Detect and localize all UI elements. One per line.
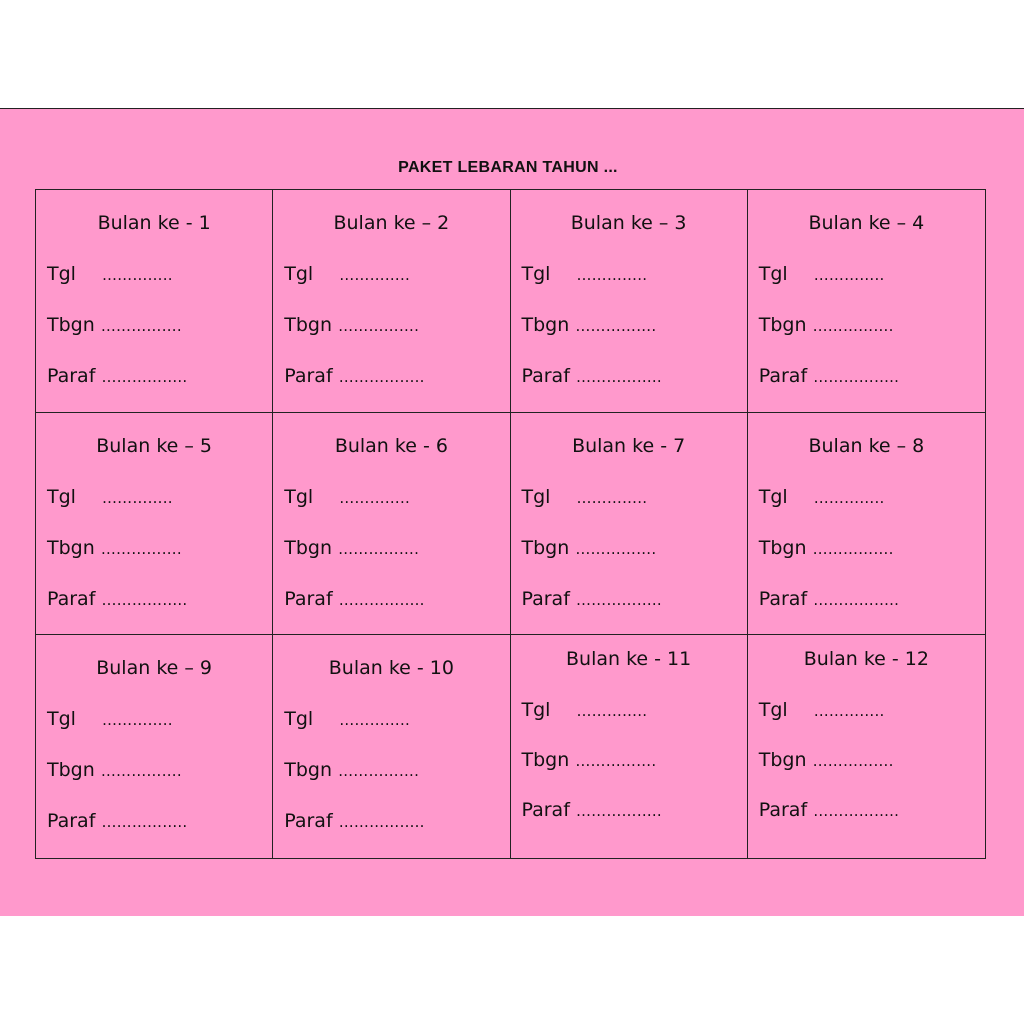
deposit-label: Tbgn (521, 314, 570, 336)
deposit-blank: ……………. (575, 317, 657, 335)
date-blank: ………….. (101, 711, 173, 730)
date-label: Tgl (284, 485, 314, 508)
month-card (748, 635, 985, 858)
month-heading: Bulan ke - 1 (97, 212, 211, 234)
month-card (273, 190, 510, 413)
signature-label: Paraf (284, 587, 333, 610)
date-blank: ………….. (813, 702, 885, 721)
signature-blank: …………….. (813, 802, 900, 821)
deposit-blank: ……………. (338, 539, 420, 558)
deposit-row (759, 749, 894, 771)
deposit-blank: ……………. (812, 752, 894, 771)
date-row (284, 708, 410, 730)
date-row (759, 486, 885, 508)
deposit-row (284, 759, 419, 781)
sheet-title: PAKET LEBARAN TAHUN ... (398, 159, 618, 176)
deposit-blank: ……………. (812, 539, 894, 558)
signature-row (47, 810, 187, 832)
date-row (47, 708, 173, 730)
deposit-row (522, 749, 657, 771)
deposit-label: Tbgn (284, 314, 333, 336)
date-blank: ………….. (339, 488, 410, 507)
signature-blank: …………….. (575, 368, 662, 386)
date-blank: ………….. (101, 266, 173, 284)
date-row (522, 263, 648, 285)
month-heading: Bulan ke – 3 (570, 212, 687, 234)
deposit-label: Tbgn (521, 749, 570, 772)
date-row (284, 263, 410, 285)
deposit-row (284, 314, 419, 336)
deposit-label: Tbgn (521, 536, 570, 559)
deposit-row (47, 314, 182, 336)
deposit-row (284, 537, 419, 559)
signature-blank: …………….. (101, 368, 188, 386)
deposit-row (522, 314, 657, 336)
date-row (759, 263, 885, 285)
signature-label: Paraf (521, 365, 570, 387)
month-card (273, 413, 510, 636)
deposit-row (759, 537, 894, 559)
signature-row (284, 588, 424, 610)
deposit-label: Tbgn (758, 749, 807, 772)
signature-label: Paraf (758, 587, 808, 610)
deposit-blank: ……………. (338, 317, 420, 335)
month-card (511, 413, 748, 636)
month-heading: Bulan ke – 2 (333, 212, 450, 234)
date-label: Tgl (47, 485, 76, 508)
month-heading: Bulan ke - 10 (328, 657, 454, 680)
date-label: Tgl (521, 699, 551, 722)
date-label: Tgl (758, 263, 788, 285)
date-label: Tgl (521, 485, 551, 508)
signature-blank: …………….. (575, 590, 662, 609)
deposit-label: Tbgn (284, 759, 333, 782)
deposit-row (759, 314, 894, 336)
deposit-row (522, 537, 657, 559)
signature-row (522, 365, 662, 387)
signature-blank: …………….. (813, 590, 900, 609)
month-heading: Bulan ke – 9 (96, 657, 212, 680)
date-label: Tgl (47, 263, 76, 285)
signature-row (47, 365, 187, 387)
date-blank: ………….. (339, 266, 410, 284)
signature-row (284, 365, 424, 387)
signature-label: Paraf (284, 810, 333, 833)
signature-blank: …………….. (101, 590, 188, 609)
deposit-label: Tbgn (284, 536, 333, 559)
date-label: Tgl (284, 708, 314, 731)
month-card (511, 635, 748, 858)
deposit-label: Tbgn (758, 314, 807, 336)
deposit-label: Tbgn (47, 536, 95, 559)
date-blank: ………….. (813, 266, 885, 284)
month-heading: Bulan ke - 6 (334, 434, 448, 457)
deposit-label: Tbgn (47, 314, 95, 336)
month-card (511, 190, 748, 413)
deposit-blank: ……………. (100, 762, 182, 781)
signature-label: Paraf (284, 365, 333, 387)
month-grid (35, 189, 986, 859)
signature-blank: …………….. (813, 368, 900, 386)
date-label: Tgl (284, 263, 314, 285)
signature-row (759, 365, 899, 387)
signature-label: Paraf (758, 799, 808, 822)
date-blank: ………….. (339, 711, 410, 730)
signature-label: Paraf (521, 587, 570, 610)
date-row (759, 699, 885, 721)
date-blank: ………….. (101, 488, 173, 507)
date-blank: ………….. (576, 488, 648, 507)
signature-label: Paraf (521, 799, 570, 822)
month-heading: Bulan ke – 8 (808, 434, 925, 457)
signature-blank: …………….. (338, 368, 425, 386)
deposit-blank: ……………. (575, 752, 657, 771)
deposit-blank: ……………. (100, 317, 182, 335)
date-label: Tgl (47, 708, 76, 731)
deposit-row (47, 537, 182, 559)
month-heading: Bulan ke - 7 (572, 434, 686, 457)
signature-blank: …………….. (101, 813, 188, 832)
month-card (748, 190, 985, 413)
month-heading: Bulan ke – 5 (96, 434, 212, 457)
date-row (47, 263, 173, 285)
deposit-label: Tbgn (47, 759, 95, 782)
date-blank: ………….. (813, 488, 885, 507)
deposit-row (47, 759, 182, 781)
deposit-blank: ……………. (812, 317, 894, 335)
month-card (36, 413, 273, 636)
signature-row (284, 810, 424, 832)
signature-row (522, 799, 662, 821)
date-blank: ………….. (576, 266, 648, 284)
month-heading: Bulan ke – 4 (808, 212, 925, 234)
date-label: Tgl (758, 699, 788, 722)
signature-row (522, 588, 662, 610)
deposit-blank: ……………. (338, 762, 420, 781)
signature-blank: …………….. (338, 590, 425, 609)
date-row (522, 699, 648, 721)
signature-row (759, 799, 899, 821)
signature-blank: …………….. (575, 802, 662, 821)
month-card (273, 635, 510, 858)
date-row (47, 486, 173, 508)
date-blank: ………….. (576, 702, 648, 721)
date-label: Tgl (758, 485, 788, 508)
signature-label: Paraf (47, 365, 96, 387)
date-label: Tgl (521, 263, 551, 285)
signature-label: Paraf (47, 810, 96, 833)
coupon-sheet (0, 108, 1024, 916)
signature-row (47, 588, 187, 610)
signature-label: Paraf (758, 365, 808, 387)
month-card (36, 635, 273, 858)
month-card (748, 413, 985, 636)
month-heading: Bulan ke - 12 (803, 648, 929, 671)
date-row (522, 486, 648, 508)
deposit-label: Tbgn (758, 536, 807, 559)
date-row (284, 486, 410, 508)
signature-blank: …………….. (338, 813, 425, 832)
month-heading: Bulan ke - 11 (566, 648, 692, 671)
month-card (36, 190, 273, 413)
deposit-blank: ……………. (575, 539, 657, 558)
deposit-blank: ……………. (100, 539, 182, 558)
signature-row (759, 588, 899, 610)
signature-label: Paraf (47, 587, 96, 610)
